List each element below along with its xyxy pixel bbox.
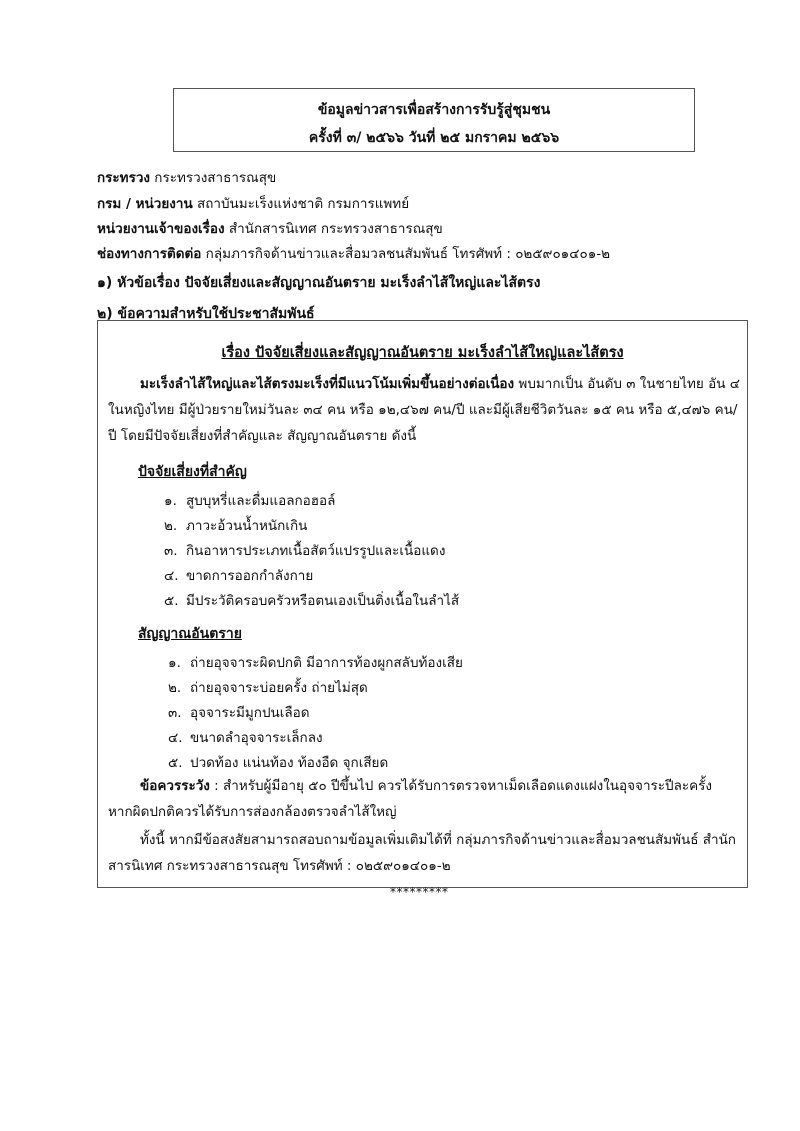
meta-owner-label: หน่วยงานเจ้าของเรื่อง: [97, 221, 225, 237]
intro-paragraph: [108, 371, 740, 449]
meta-owner-value: สำนักสารนิเทศ กระทรวงสาธารณสุข: [228, 221, 443, 237]
pr-content-box: [97, 320, 748, 888]
list-item: ๕. มีประวัติครอบครัวหรือตนเองเป็นติ่งเนื้อในลำไส้: [164, 593, 460, 609]
caution-paragraph: [108, 773, 740, 825]
header-title: ข้อมูลข่าวสารเพื่อสร้างการรับรู้สู่ชุมชน: [317, 102, 551, 118]
meta-contact-label: ช่องทางการติดต่อ: [97, 246, 202, 262]
caution-label: ข้อควรระวัง: [140, 778, 210, 794]
meta-dept-label: กรม / หน่วยงาน: [97, 196, 193, 212]
topic-heading: ๑) หัวข้อเรื่อง ปัจจัยเสี่ยงและสัญญาณอันตราย มะเร็งลำไส้ใหญ่และไส้ตรง: [97, 275, 541, 291]
list-item: ๓. กินอาหารประเภทเนื้อสัตว์แปรรูปและเนื้อแดง: [164, 543, 446, 559]
list-item: ๑. สูบบุหรี่และดื่มแอลกอฮอล์: [164, 493, 336, 509]
header-issue: ครั้งที่ ๓/ ๒๕๖๖ วันที่ ๒๕ มกราคม ๒๕๖๖: [308, 130, 560, 146]
meta-contact: [97, 242, 610, 264]
meta-ministry: [97, 166, 276, 188]
list-item: ๓. อุจจาระมีมูกปนเลือด: [168, 705, 310, 721]
intro-bold: มะเร็งลำไส้ใหญ่และไส้ตรงมะเร็งที่มีแนวโน้มเพิ่มขึ้นอย่างต่อเนื่อง: [140, 376, 515, 392]
meta-dept-value: สถาบันมะเร็งแห่งชาติ กรมการแพทย์: [196, 196, 410, 212]
closing-text: ทั้งนี้ หากมีข้อสงสัยสามารถสอบถามข้อมูลเพิ่มเติมได้ที่ กลุ่มภารกิจด้านข่าวและสื่อมวลชนสัมพันธ์ สำนักสารนิเทศ กระทรวงสาธารณสุข โทรศัพท์ : ๐๒๕๙๐๑๔๐๑-๒: [108, 832, 736, 874]
meta-dept: [97, 192, 409, 214]
intro-rest: พบมากเป็น อันดับ ๓ ในชายไทย อัน ๔ ในหญิงไทย มีผู้ป่วยรายใหม่วันละ ๓๔ คน หรือ ๑๒,๔๖๗ คน/ปี และมีผู้เสียชีวิตวันละ ๑๕ คน หรือ ๕,๔๗๖ คน/ปี โดยมีปัจจัยเสี่ยงที่สำคัญและ สัญญาณอันตราย ดังนี้: [108, 376, 740, 444]
list-item: ๒. ภาวะอ้วนน้ำหนักเกิน: [164, 518, 308, 534]
list-item: ๕. ปวดท้อง แน่นท้อง ท้องอืด จุกเสียด: [168, 755, 389, 771]
list-item: ๔. ขนาดลำอุจจาระเล็กลง: [168, 730, 323, 746]
closing-paragraph: [108, 827, 740, 879]
meta-ministry-value: กระทรวงสาธารณสุข: [154, 170, 277, 186]
header-box: [173, 88, 695, 152]
list-item: ๔. ขาดการออกกำลังกาย: [164, 568, 314, 584]
sign-heading: สัญญาณอันตราย: [138, 626, 242, 642]
list-item: ๒. ถ่ายอุจจาระบ่อยครั้ง ถ่ายไม่สุด: [168, 680, 368, 696]
caution-text: : สำหรับผู้มีอายุ ๕๐ ปีขึ้นไป ควรได้รับการตรวจหาเม็ดเลือดแดงแฝงในอุจจาระปีละครั้ง หากผิดปกติควรได้รับการส่องกล้องตรวจลำไส้ใหญ่: [108, 778, 713, 820]
meta-owner: [97, 217, 443, 239]
pr-heading: ๒) ข้อความสำหรับใช้ประชาสัมพันธ์: [97, 306, 315, 322]
footer-mark: *********: [390, 885, 449, 899]
risk-heading: ปัจจัยเสี่ยงที่สำคัญ: [138, 464, 247, 480]
meta-ministry-label: กระทรวง: [97, 170, 150, 186]
pr-subject: เรื่อง ปัจจัยเสี่ยงและสัญญาณอันตราย มะเร็งลำไส้ใหญ่และไส้ตรง: [221, 345, 624, 361]
meta-contact-value: กลุ่มภารกิจด้านข่าวและสื่อมวลชนสัมพันธ์ โทรศัพท์ : ๐๒๕๙๐๑๔๐๑-๒: [205, 246, 611, 262]
list-item: ๑. ถ่ายอุจจาระผิดปกติ มีอาการท้องผูกสลับท้องเสีย: [168, 655, 463, 671]
